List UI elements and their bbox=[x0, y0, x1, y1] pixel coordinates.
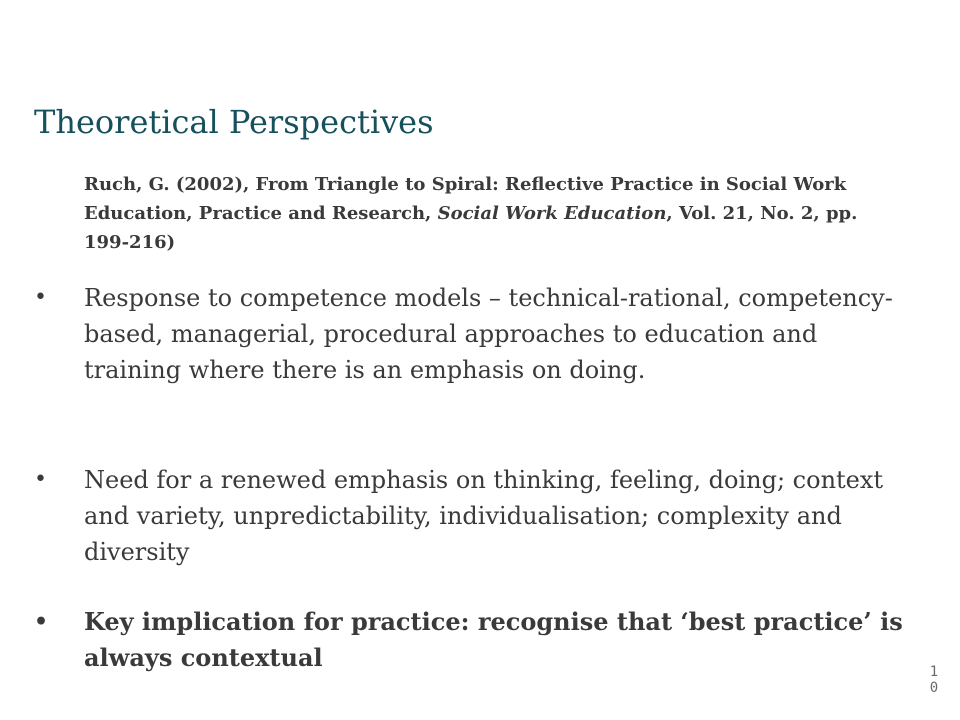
bullet-item-key-implication bbox=[34, 604, 914, 676]
bullet-marker: • bbox=[34, 285, 47, 310]
bullet-marker: • bbox=[34, 467, 47, 492]
reference-journal-title: Social Work Education bbox=[437, 203, 667, 224]
reference-text-part2: , Vol. 21, No. 2, pp. 199-216) bbox=[84, 203, 858, 253]
bullet-item-renewed-emphasis bbox=[34, 462, 914, 570]
bullet-text: Response to competence models – technical-rational, competency-based, managerial, procedural approaches to education and training where there is an emphasis on doing. bbox=[84, 284, 893, 384]
slide-title: Theoretical Perspectives bbox=[34, 103, 434, 141]
reference-citation bbox=[84, 170, 864, 257]
bullet-text: Key implication for practice: recognise that ‘best practice’ is always contextual bbox=[84, 607, 903, 672]
bullet-item-competence-models bbox=[34, 280, 914, 388]
bullet-marker: • bbox=[34, 609, 49, 635]
bullet-text: Need for a renewed emphasis on thinking, feeling, doing; context and variety, unpredictability, individualisation; complexity and diversity bbox=[84, 466, 884, 566]
page-number: 10 bbox=[929, 664, 939, 696]
reference-text-part1: Ruch, G. (2002), From Triangle to Spiral: Reflective Practice in Social Work Education, Practice and Research, bbox=[84, 174, 847, 224]
